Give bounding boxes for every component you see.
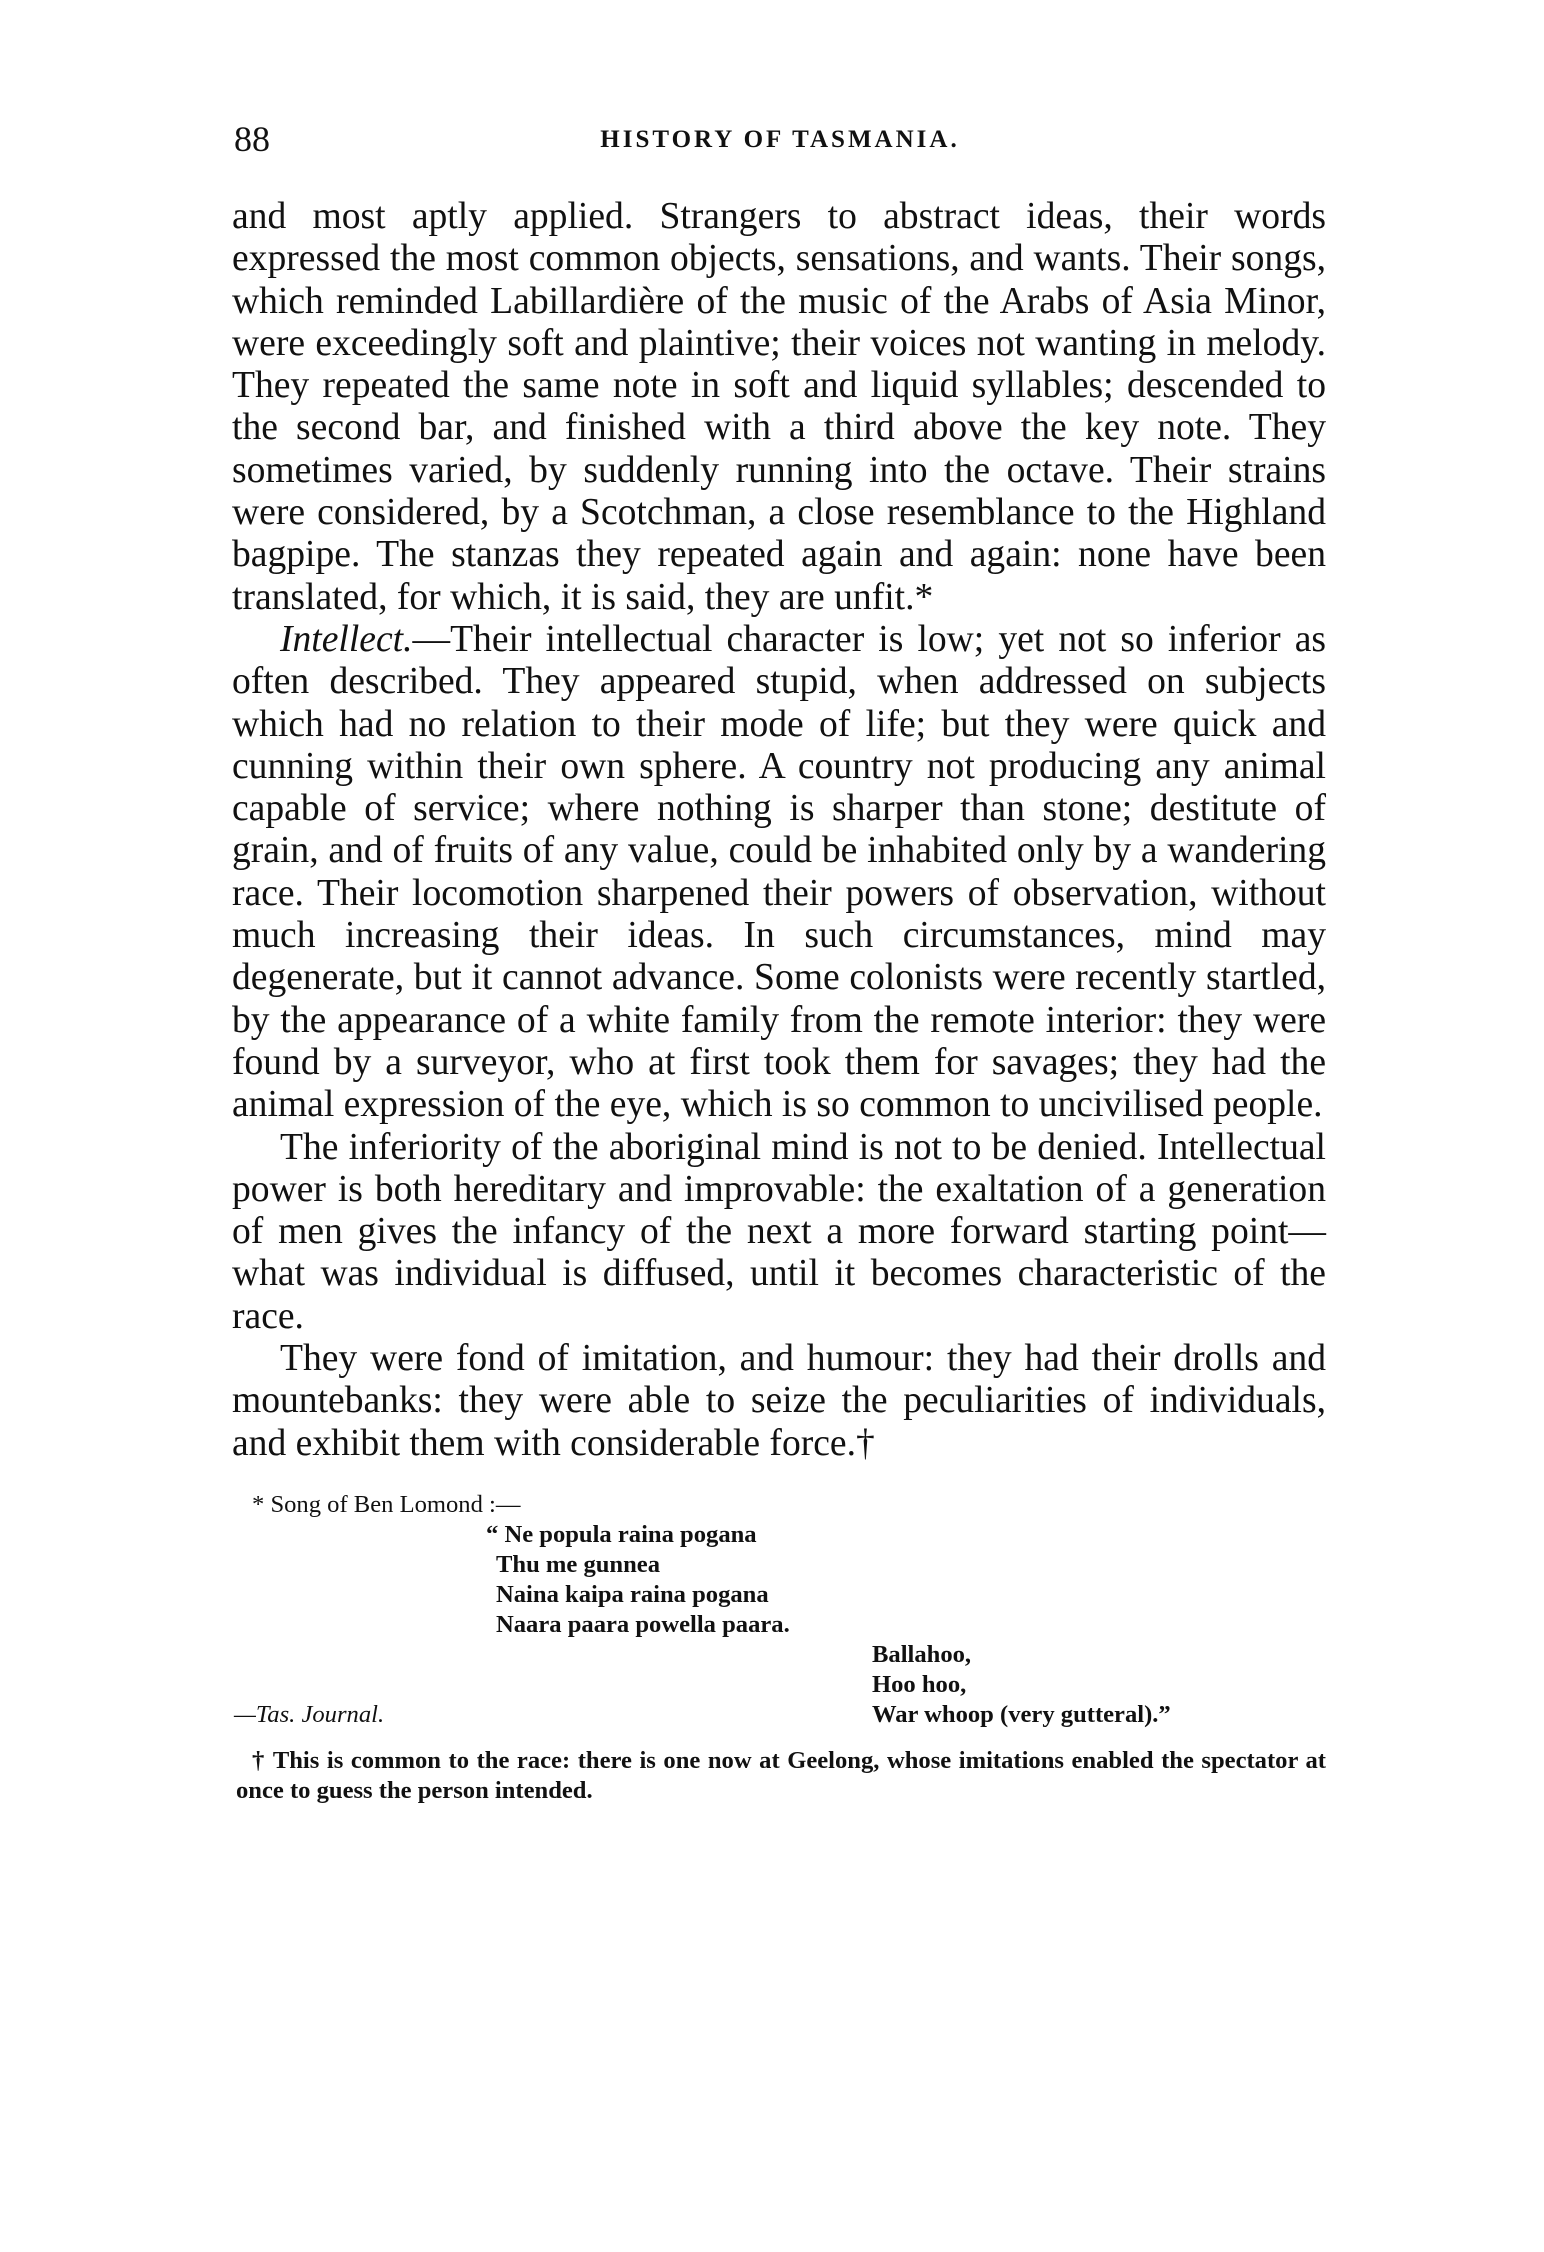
running-head: HISTORY OF TASMANIA.: [600, 126, 960, 153]
body-text: [232, 196, 1326, 1465]
paragraph-imitation: They were fond of imitation, and humour: they had their drolls and mountebanks: they were able to seize the peculiarities of individuals, and exhibit them with considerable force.†: [232, 1338, 1326, 1464]
footnote-imitation: † This is common to the race: there is one now at Geelong, whose imitations enabled the spectator at once to guess the person intended.: [236, 1747, 1326, 1804]
paragraph-inferiority: The inferiority of the aboriginal mind is not to be denied. Intellectual power is both hereditary and improvable: the exaltation of a generation of men gives the infancy of the next a more forward starting point—what was individual is diffused, until it becomes characteristic of the race.: [232, 1126, 1326, 1337]
poem-line: Thu me gunnea: [496, 1551, 661, 1578]
page-number: 88: [234, 119, 270, 159]
paragraph-songs: and most aptly applied. Strangers to abstract ideas, their words expressed the most common objects, sensations, and wants. Their songs, which reminded Labillardière of the music of the Arabs of Asia Minor, were exceedingly soft and plaintive; their voices not wanting in melody. They repeated the same note in soft and liquid syllables; descended to the second bar, and finished with a third above the key note. They sometimes varied, by suddenly running into the octave. Their strains were considered, by a Scotchman, a close resemblance to the Highland bagpipe. The stanzas they repeated again and again: none have been translated, for which, it is said, they are unfit.*: [232, 196, 1326, 618]
poem-tail-line: War whoop (very gutteral).”: [872, 1701, 1171, 1728]
footnote-song-intro: * Song of Ben Lomond :—: [252, 1491, 521, 1518]
song-poem: [486, 1520, 1326, 1640]
paragraph-intellect-text: —Their intellectual character is low; yet not so inferior as often described. They appeared stupid, when addressed on subjects which had no relation to their mode of life; but they were quick and cunning within their own sphere. A country not producing any animal capable of service; where nothing is sharper than stone; destitute of grain, and of fruits of any value, could be inhabited only by a wandering race. Their locomotion sharpened their powers of observation, without much increasing their ideas. In such circumstances, mind may degenerate, but it cannot advance. Some colonists were recently startled, by the appearance of a white family from the remote interior: they were found by a surveyor, who at first took them for savages; they had the animal expression of the eye, which is so common to uncivilised people.: [232, 618, 1326, 1126]
footnotes: [236, 1490, 1326, 1806]
poem-tail-line: Hoo hoo,: [872, 1671, 967, 1698]
poem-tail: [236, 1640, 1326, 1736]
paragraph-intellect: [232, 619, 1326, 1127]
poem-line: Naina kaipa raina pogana: [496, 1581, 769, 1608]
poem-line: Naara paara powella paara.: [496, 1611, 790, 1638]
poem-tail-line: Ballahoo,: [872, 1641, 972, 1668]
page-header: [234, 118, 1326, 162]
section-heading-intellect: Intellect.: [280, 618, 413, 660]
poem-line: “ Ne popula raina pogana: [486, 1521, 757, 1548]
footnote-attribution: —Tas. Journal.: [234, 1701, 385, 1728]
